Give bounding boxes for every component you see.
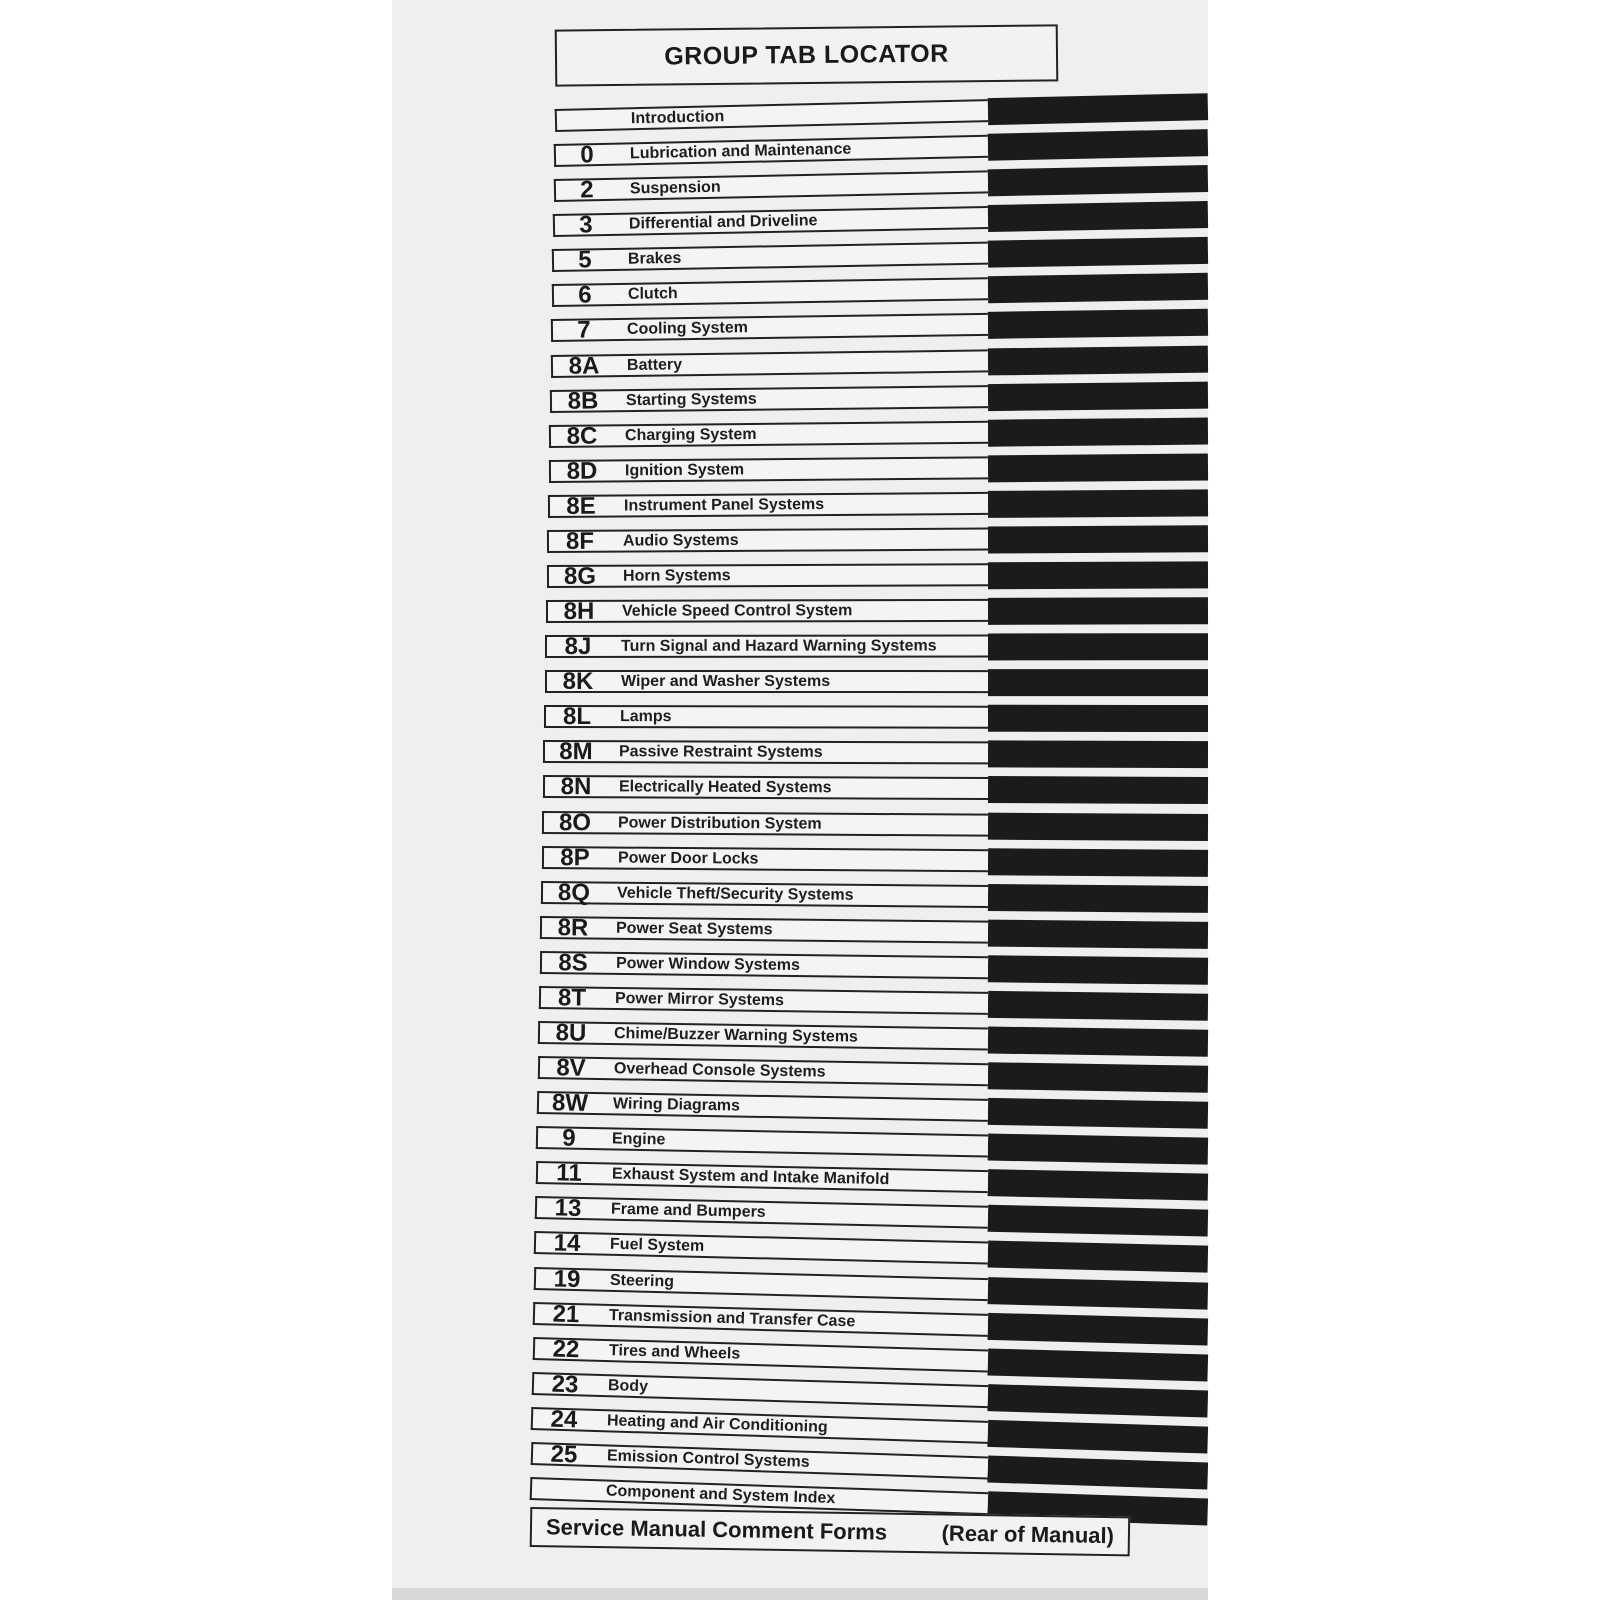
black-tab-marker[interactable] bbox=[988, 453, 1208, 482]
tab-label: Power Mirror Systems bbox=[614, 989, 785, 1009]
tab-row-body bbox=[536, 1126, 988, 1158]
tab-row-body bbox=[549, 420, 988, 450]
tab-row-body bbox=[546, 599, 988, 623]
tab-number: 8J bbox=[564, 632, 592, 660]
black-tab-marker[interactable] bbox=[988, 1205, 1209, 1237]
tab-row[interactable] bbox=[545, 669, 1208, 696]
tab-number: 5 bbox=[578, 246, 593, 274]
tab-label: Emission Control Systems bbox=[606, 1446, 810, 1471]
tab-label: Audio Systems bbox=[623, 531, 739, 549]
tab-label: Engine bbox=[612, 1130, 666, 1149]
tab-number: 6 bbox=[577, 281, 592, 309]
tab-row[interactable] bbox=[553, 165, 1208, 205]
tab-row-body bbox=[551, 313, 988, 342]
black-tab-marker[interactable] bbox=[988, 489, 1208, 518]
black-tab-marker[interactable] bbox=[987, 1420, 1208, 1454]
black-tab-marker[interactable] bbox=[988, 525, 1208, 553]
black-tab-marker[interactable] bbox=[988, 93, 1209, 125]
black-tab-marker[interactable] bbox=[988, 776, 1208, 804]
tab-number: 22 bbox=[551, 1334, 580, 1363]
tab-number: 8W bbox=[551, 1088, 589, 1117]
tab-number: 13 bbox=[554, 1194, 582, 1222]
tab-row-body bbox=[547, 563, 988, 588]
tab-row[interactable] bbox=[548, 453, 1208, 486]
black-tab-marker[interactable] bbox=[988, 381, 1208, 410]
tab-label: Turn Signal and Hazard Warning Systems bbox=[621, 637, 937, 655]
black-tab-marker[interactable] bbox=[988, 633, 1208, 660]
tab-row-body bbox=[543, 737, 988, 766]
tab-number: 8Q bbox=[557, 878, 591, 906]
tab-label: Starting Systems bbox=[625, 389, 757, 409]
tab-number: 8O bbox=[559, 808, 592, 836]
tab-row[interactable] bbox=[541, 880, 1208, 913]
tab-number: 8K bbox=[562, 667, 594, 695]
tab-row[interactable] bbox=[553, 201, 1208, 240]
tab-row-body bbox=[552, 242, 988, 272]
tab-row[interactable] bbox=[539, 985, 1208, 1021]
black-tab-marker[interactable] bbox=[988, 955, 1208, 985]
black-tab-marker[interactable] bbox=[988, 705, 1208, 732]
tab-row-body bbox=[531, 1404, 988, 1444]
tab-number: 8P bbox=[559, 843, 590, 871]
tab-row[interactable] bbox=[552, 237, 1208, 275]
tab-row[interactable] bbox=[541, 845, 1208, 877]
tab-label: Introduction bbox=[630, 107, 725, 127]
tab-label: Fuel System bbox=[610, 1235, 705, 1255]
tab-row[interactable] bbox=[534, 1230, 1208, 1273]
black-tab-marker[interactable] bbox=[988, 848, 1208, 877]
tab-number bbox=[557, 119, 619, 120]
tab-row-body bbox=[539, 983, 988, 1015]
tab-row-body bbox=[553, 206, 988, 237]
tab-number: 8F bbox=[566, 527, 595, 555]
tab-row-body bbox=[530, 1442, 988, 1480]
tab-number: 8G bbox=[563, 562, 596, 590]
tab-row[interactable] bbox=[548, 489, 1208, 521]
tab-number: 8B bbox=[567, 386, 599, 414]
page-title: GROUP TAB LOCATOR bbox=[664, 39, 949, 71]
black-tab-marker[interactable] bbox=[988, 345, 1208, 375]
tab-row[interactable] bbox=[539, 950, 1208, 985]
tab-row[interactable] bbox=[543, 774, 1208, 804]
tab-label: Wiring Diagrams bbox=[612, 1094, 741, 1115]
tab-number: 8H bbox=[563, 597, 595, 625]
tab-number: 8A bbox=[567, 351, 599, 379]
tab-number: 8S bbox=[557, 948, 588, 976]
black-tab-marker[interactable] bbox=[987, 1348, 1208, 1381]
tab-row-body bbox=[532, 1334, 988, 1372]
black-tab-marker[interactable] bbox=[988, 919, 1208, 948]
tab-label: Wiper and Washer Systems bbox=[620, 672, 830, 690]
black-tab-marker[interactable] bbox=[988, 309, 1208, 339]
tab-label: Component and System Index bbox=[605, 1482, 836, 1507]
tab-label: Suspension bbox=[629, 178, 721, 198]
tab-row-body bbox=[539, 948, 988, 979]
tab-label: Overhead Console Systems bbox=[613, 1059, 826, 1081]
tab-label: Battery bbox=[626, 355, 682, 374]
tab-number: 8C bbox=[566, 421, 598, 450]
tab-row-body bbox=[550, 385, 988, 413]
tab-label: Cooling System bbox=[626, 319, 749, 338]
tab-label: Chime/Buzzer Warning Systems bbox=[614, 1024, 859, 1046]
tab-number: 8L bbox=[563, 702, 592, 730]
tab-row-body bbox=[534, 1231, 988, 1265]
black-tab-marker[interactable] bbox=[988, 1169, 1209, 1200]
black-tab-marker[interactable] bbox=[988, 165, 1208, 196]
tab-label: Heating and Air Conditioning bbox=[607, 1411, 829, 1436]
tab-label: Clutch bbox=[627, 284, 678, 303]
footer-rear-of-manual: (Rear of Manual) bbox=[941, 1520, 1115, 1549]
tab-row-body bbox=[554, 135, 988, 167]
tab-row[interactable] bbox=[535, 1195, 1208, 1237]
tab-number: 14 bbox=[553, 1229, 582, 1258]
tab-label: Electrically Heated Systems bbox=[618, 778, 832, 797]
tab-number bbox=[532, 1489, 594, 1491]
tab-number: 2 bbox=[579, 175, 594, 204]
tab-label: Charging System bbox=[625, 425, 757, 444]
tab-label: Power Distribution System bbox=[618, 813, 822, 832]
tab-row-body bbox=[537, 1088, 988, 1122]
tab-row[interactable] bbox=[535, 1160, 1208, 1201]
black-tab-marker[interactable] bbox=[988, 1241, 1209, 1273]
tab-label: Body bbox=[607, 1376, 649, 1395]
tab-row[interactable] bbox=[534, 1266, 1209, 1310]
tab-number: 24 bbox=[550, 1404, 579, 1433]
black-tab-marker[interactable] bbox=[988, 201, 1208, 232]
tab-row-body bbox=[548, 492, 988, 518]
black-tab-marker[interactable] bbox=[988, 129, 1209, 161]
tab-row-body bbox=[538, 1018, 988, 1051]
black-tab-marker[interactable] bbox=[987, 1312, 1208, 1345]
tab-number: 21 bbox=[552, 1299, 580, 1328]
black-tab-marker[interactable] bbox=[988, 1062, 1208, 1093]
tab-label: Tires and Wheels bbox=[608, 1341, 741, 1362]
tab-row[interactable] bbox=[547, 525, 1208, 556]
tab-row-body bbox=[555, 99, 988, 132]
tab-label: Transmission and Transfer Case bbox=[608, 1306, 856, 1330]
black-tab-marker[interactable] bbox=[988, 237, 1208, 268]
tab-label: Brakes bbox=[628, 249, 682, 268]
tab-row-body bbox=[548, 456, 988, 483]
tab-row[interactable] bbox=[551, 309, 1208, 345]
tab-number: 8V bbox=[555, 1053, 586, 1082]
tab-row-body bbox=[534, 1264, 989, 1301]
tab-number: 8U bbox=[555, 1018, 587, 1047]
black-tab-marker[interactable] bbox=[988, 1027, 1208, 1057]
black-tab-marker[interactable] bbox=[988, 741, 1208, 769]
black-tab-marker[interactable] bbox=[988, 561, 1208, 589]
tab-number: 23 bbox=[551, 1369, 579, 1398]
tab-row-body bbox=[538, 1053, 989, 1086]
tab-row-body bbox=[541, 843, 988, 872]
footer-comment-forms: Service Manual Comment Forms bbox=[545, 1514, 888, 1545]
tab-row[interactable] bbox=[549, 417, 1208, 450]
tab-label: Ignition System bbox=[624, 460, 744, 479]
tab-row-body bbox=[552, 278, 989, 308]
tab-label: Vehicle Speed Control System bbox=[621, 601, 853, 620]
tab-label: Exhaust System and Intake Manifold bbox=[611, 1165, 890, 1188]
black-tab-marker[interactable] bbox=[987, 1455, 1208, 1489]
tab-row-body bbox=[545, 667, 988, 695]
tab-row[interactable] bbox=[536, 1125, 1208, 1165]
black-tab-marker[interactable] bbox=[988, 812, 1208, 840]
black-tab-marker[interactable] bbox=[988, 1277, 1209, 1309]
tab-label: Lubrication and Maintenance bbox=[630, 140, 852, 162]
black-tab-marker[interactable] bbox=[988, 1134, 1208, 1165]
tab-row[interactable] bbox=[537, 1090, 1208, 1129]
black-tab-marker[interactable] bbox=[988, 669, 1208, 696]
tab-row[interactable] bbox=[537, 1055, 1208, 1093]
tab-label: Power Seat Systems bbox=[616, 919, 773, 938]
tab-row[interactable] bbox=[550, 381, 1208, 415]
tab-row-body bbox=[544, 702, 988, 730]
tab-label: Instrument Panel Systems bbox=[623, 495, 825, 514]
black-tab-marker[interactable] bbox=[988, 273, 1208, 303]
tab-row[interactable] bbox=[542, 810, 1208, 841]
tab-number: 8D bbox=[566, 456, 598, 485]
tab-row-body bbox=[542, 808, 988, 837]
tab-label: Power Door Locks bbox=[617, 848, 759, 867]
tab-label: Lamps bbox=[620, 707, 672, 725]
tab-row[interactable] bbox=[543, 739, 1208, 768]
tab-row[interactable] bbox=[547, 561, 1208, 591]
tab-number: 9 bbox=[562, 1124, 577, 1152]
tab-label: Passive Restraint Systems bbox=[619, 743, 824, 761]
tab-row-body bbox=[545, 632, 988, 660]
tab-label: Power Window Systems bbox=[615, 954, 800, 974]
tab-row-body bbox=[535, 1196, 988, 1229]
tab-row-body bbox=[543, 775, 988, 800]
tab-row[interactable] bbox=[550, 345, 1208, 380]
black-tab-marker[interactable] bbox=[988, 884, 1208, 913]
tab-number: 3 bbox=[579, 210, 593, 239]
tab-row[interactable] bbox=[545, 633, 1208, 661]
tab-number: 0 bbox=[580, 140, 595, 168]
tab-row[interactable] bbox=[554, 129, 1208, 170]
tab-row-body bbox=[532, 1369, 989, 1408]
tab-row[interactable] bbox=[540, 915, 1208, 949]
tab-row-body bbox=[553, 171, 988, 203]
tab-label: Differential and Driveline bbox=[628, 211, 818, 233]
tab-number: 8M bbox=[559, 737, 594, 766]
tab-row-body bbox=[536, 1161, 989, 1193]
tab-number: 25 bbox=[549, 1440, 578, 1468]
tab-row-body bbox=[540, 913, 988, 944]
tab-number: 7 bbox=[577, 316, 591, 344]
black-tab-marker[interactable] bbox=[988, 991, 1208, 1021]
tab-row[interactable] bbox=[546, 597, 1208, 626]
tab-number: 8T bbox=[557, 983, 587, 1012]
tab-number: 8R bbox=[557, 913, 589, 941]
tab-row-body bbox=[533, 1299, 988, 1337]
tab-row[interactable] bbox=[555, 93, 1208, 135]
tab-row-body bbox=[547, 527, 988, 555]
tab-number: 8N bbox=[560, 773, 592, 801]
tab-row[interactable] bbox=[552, 273, 1209, 310]
black-tab-marker[interactable] bbox=[988, 1098, 1208, 1129]
black-tab-marker[interactable] bbox=[988, 417, 1208, 446]
tab-row[interactable] bbox=[544, 704, 1208, 732]
tab-row-body bbox=[550, 349, 988, 378]
tab-label: Vehicle Theft/Security Systems bbox=[616, 883, 854, 903]
tab-label: Frame and Bumpers bbox=[610, 1200, 767, 1221]
tab-number: 19 bbox=[553, 1264, 581, 1293]
tab-number: 11 bbox=[555, 1159, 582, 1187]
tab-row-body bbox=[541, 878, 988, 908]
tab-label: Steering bbox=[609, 1270, 675, 1290]
black-tab-marker[interactable] bbox=[987, 1384, 1208, 1417]
black-tab-marker[interactable] bbox=[988, 597, 1208, 625]
tab-row[interactable] bbox=[538, 1020, 1208, 1057]
tab-number: 8E bbox=[566, 492, 596, 520]
tab-label: Horn Systems bbox=[622, 566, 731, 585]
